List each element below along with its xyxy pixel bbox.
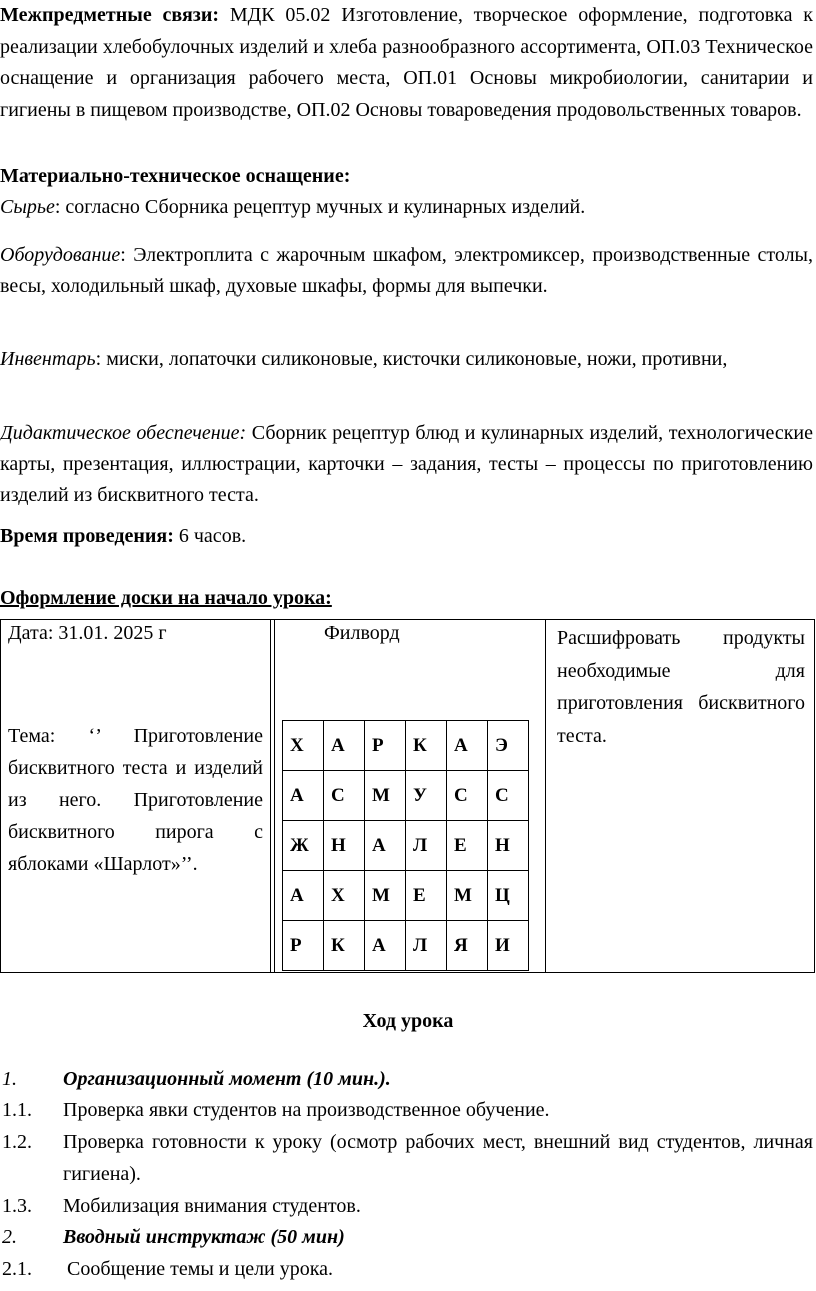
grid-cell: М	[365, 871, 406, 921]
grid-cell: Я	[447, 921, 488, 971]
grid-cell: М	[447, 871, 488, 921]
board-wordsearch-cell	[270, 620, 546, 972]
grid-cell: С	[488, 771, 529, 821]
grid-cell: И	[488, 921, 529, 971]
step-text: Сообщение темы и цели урока.	[67, 1258, 334, 1280]
equipment-label: Оборудование	[0, 244, 121, 266]
board-heading	[0, 587, 332, 610]
grid-cell: Ц	[488, 871, 529, 921]
grid-cell: К	[406, 721, 447, 771]
intersubject-paragraph	[0, 0, 813, 126]
grid-cell: Е	[447, 821, 488, 871]
grid-cell: А	[324, 721, 365, 771]
step-number: 1.1.	[2, 1099, 32, 1121]
step-number: 2.	[2, 1226, 17, 1248]
lesson-heading: Ход урока	[362, 1010, 454, 1032]
grid-cell: А	[365, 921, 406, 971]
grid-cell: М	[365, 771, 406, 821]
step-text: Мобилизация внимания студентов.	[63, 1195, 361, 1217]
grid-cell: Р	[283, 921, 324, 971]
grid-cell: Л	[406, 821, 447, 871]
grid-cell: Н	[488, 821, 529, 871]
grid-cell: Х	[324, 871, 365, 921]
step-text: Вводный инструктаж (50 мин)	[63, 1226, 345, 1248]
grid-cell: Л	[406, 921, 447, 971]
inventory-paragraph	[0, 344, 813, 375]
inventory-text: : миски, лопаточки силиконовые, кисточки силиконовые, ножи, противни,	[95, 348, 728, 370]
time-label: Время проведения:	[0, 525, 174, 547]
grid-cell: А	[447, 721, 488, 771]
inventory-label: Инвентарь	[0, 348, 96, 370]
raw-text: : согласно Сборника рецептур мучных и кулинарных изделий.	[54, 196, 586, 218]
grid-cell: А	[365, 821, 406, 871]
grid-cell: Е	[406, 871, 447, 921]
grid-cell: А	[283, 871, 324, 921]
grid-cell: Н	[324, 821, 365, 871]
board-date: Дата: 31.01. 2025 г	[8, 622, 167, 644]
equipment-text: : Электроплита с жарочным шкафом, электромиксер, производственные столы, весы, холодильный шкаф, духовые шкафы, формы для выпечки.	[0, 244, 813, 297]
intersubject-text: МДК 05.02 Изготовление, творческое оформление, подготовка к реализации хлебобулочных изделий и хлеба разнообразного ассортимента, ОП.03 Техническое оснащение и организация рабочего места, ОП.01 Основы микробиологии, санитарии и гигиены в пищевом производстве, ОП.02 Основы товароведения продовольственных товаров.	[0, 4, 813, 121]
grid-cell: Ж	[283, 821, 324, 871]
wordsearch-title: Филворд	[324, 622, 400, 644]
lesson-step	[0, 1063, 813, 1095]
board-task-cell	[545, 620, 814, 972]
grid-row	[283, 871, 529, 921]
board-task: Расшифровать продукты необходимые для приготовления бисквитного теста.	[557, 627, 805, 747]
board-title: Оформление доски на начало урока:	[0, 587, 332, 609]
didactic-text: Сборник рецептур блюд и кулинарных изделий, технологические карты, презентация, иллюстрации, карточки – задания, тесты – процессы по приготовлению изделий из бисквитного теста.	[0, 422, 813, 506]
intersubject-label: Межпредметные связи:	[0, 4, 219, 26]
grid-cell: Э	[488, 721, 529, 771]
step-number: 1.3.	[2, 1195, 32, 1217]
grid-cell: У	[406, 771, 447, 821]
step-number: 1.	[2, 1068, 17, 1090]
grid-cell: Х	[283, 721, 324, 771]
lesson-step	[0, 1094, 813, 1126]
raw-label: Сырье	[0, 196, 55, 218]
grid-cell: А	[283, 771, 324, 821]
step-number: 2.1.	[2, 1258, 32, 1280]
step-number: 1.2.	[2, 1131, 32, 1153]
lesson-step	[0, 1221, 813, 1253]
board-table	[0, 619, 815, 973]
lesson-step	[0, 1253, 813, 1285]
didactic-label: Дидактическое обеспечение:	[0, 422, 247, 444]
raw-materials-paragraph	[0, 196, 813, 219]
lesson-step	[0, 1190, 813, 1222]
wordsearch-grid	[282, 720, 529, 971]
equipment-paragraph	[0, 240, 813, 302]
grid-cell: С	[447, 771, 488, 821]
board-date-cell	[1, 620, 271, 972]
grid-cell: С	[324, 771, 365, 821]
grid-cell: Р	[365, 721, 406, 771]
grid-cell: К	[324, 921, 365, 971]
grid-row	[283, 721, 529, 771]
time-paragraph	[0, 525, 246, 548]
step-text: Проверка явки студентов на производственное обучение.	[63, 1099, 550, 1121]
lesson-step	[0, 1126, 813, 1190]
material-label: Материально-техническое оснащение:	[0, 165, 351, 187]
time-value: 6 часов.	[173, 525, 247, 547]
grid-row	[283, 921, 529, 971]
step-text: Проверка готовности к уроку (осмотр рабочих мест, внешний вид студентов, личная гигиена).	[63, 1131, 813, 1185]
didactic-paragraph	[0, 418, 813, 511]
grid-row	[283, 821, 529, 871]
cell-divider	[274, 620, 275, 972]
grid-row	[283, 771, 529, 821]
material-heading	[0, 165, 350, 188]
step-text: Организационный момент (10 мин.).	[63, 1068, 391, 1090]
board-theme: Тема: ‘’ Приготовление бисквитного теста и изделий из него. Приготовление бисквитного пирога с яблоками «Шарлот»’’.	[8, 725, 263, 875]
